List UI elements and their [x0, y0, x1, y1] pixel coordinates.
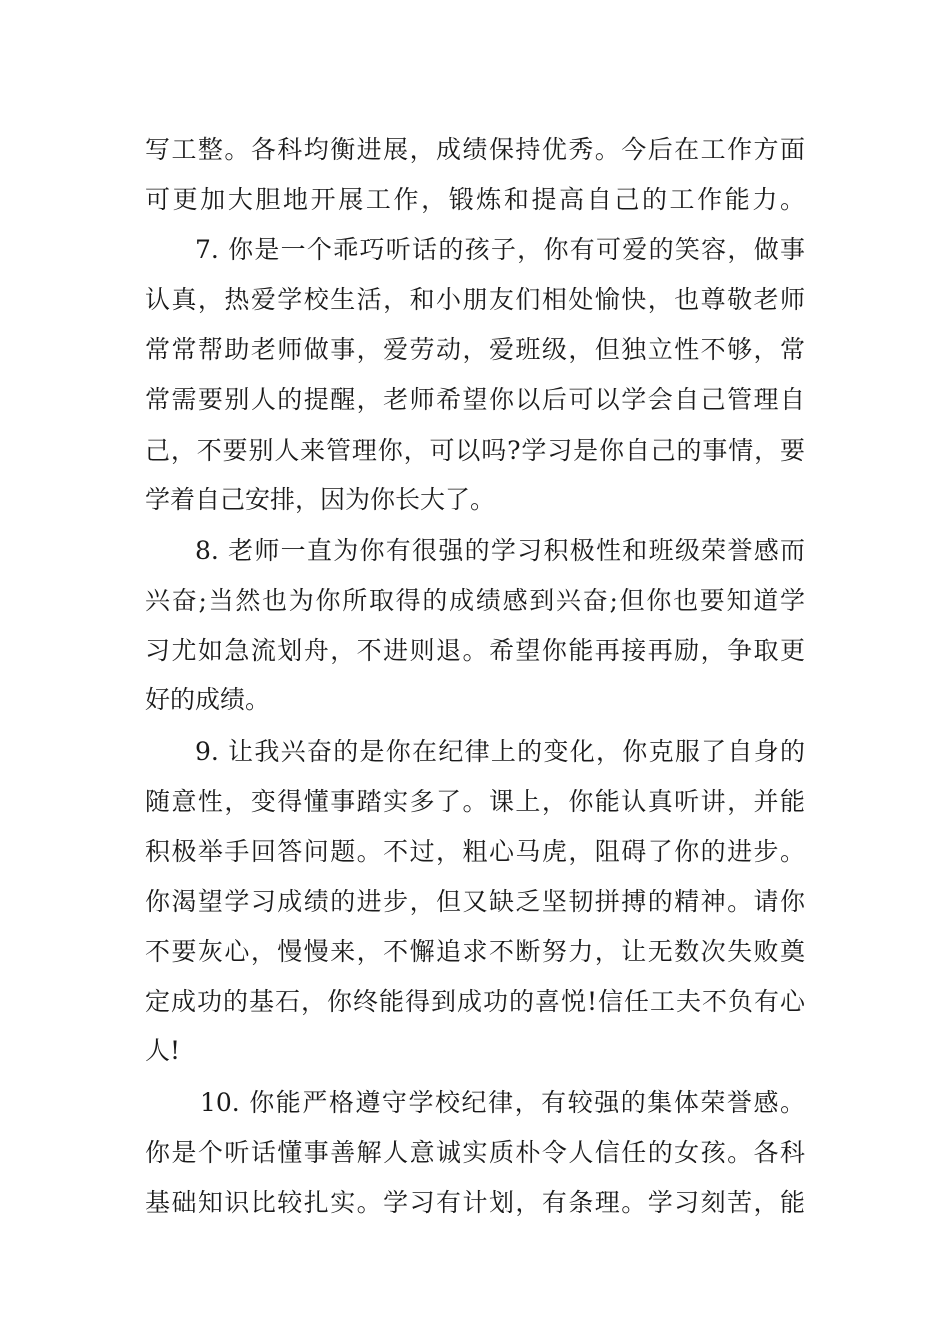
text-line: 可更加大胆地开展工作，锻炼和提高自己的工作能力。 [145, 185, 805, 214]
text-line: 不要灰心，慢慢来，不懈追求不断努力，让无数次失败奠 [145, 937, 805, 966]
paragraph-8-start: 8. 老师一直为你有很强的学习积极性和班级荣誉感而 [195, 536, 805, 565]
text-line: 积极举手回答问题。不过，粗心马虎，阻碍了你的进步。 [145, 837, 805, 866]
text-line: 兴奋;当然也为你所取得的成绩感到兴奋;但你也要知道学 [145, 586, 805, 615]
text-line: 写工整。各科均衡进展，成绩保持优秀。今后在工作方面 [145, 135, 805, 164]
text-line: 己，不要别人来管理你，可以吗?学习是你自己的事情，要 [145, 436, 805, 465]
paragraph-10-start: 10. 你能严格遵守学校纪律，有较强的集体荣誉感。 [200, 1088, 805, 1117]
paragraph-9-start: 9. 让我兴奋的是你在纪律上的变化，你克服了自身的 [195, 737, 805, 766]
text-line: 基础知识比较扎实。学习有计划，有条理。学习刻苦，能 [145, 1188, 805, 1217]
text-line: 好的成绩。 [145, 685, 271, 714]
text-line: 定成功的基石，你终能得到成功的喜悦!信任工夫不负有心 [145, 987, 805, 1016]
text-line: 学着自己安排，因为你长大了。 [145, 485, 496, 514]
text-line: 人! [145, 1036, 181, 1065]
text-line: 认真，热爱学校生活，和小朋友们相处愉快，也尊敬老师 [145, 285, 805, 314]
text-line: 你是个听话懂事善解人意诚实质朴令人信任的女孩。各科 [145, 1138, 805, 1167]
text-line: 随意性，变得懂事踏实多了。课上，你能认真听讲，并能 [145, 787, 805, 816]
text-line: 习尤如急流划舟，不进则退。希望你能再接再励，争取更 [145, 636, 805, 665]
text-line: 常需要别人的提醒，老师希望你以后可以学会自己管理自 [145, 385, 805, 414]
paragraph-7-start: 7. 你是一个乖巧听话的孩子，你有可爱的笑容，做事 [195, 235, 805, 264]
text-line: 你渴望学习成绩的进步，但又缺乏坚韧拼搏的精神。请你 [145, 887, 805, 916]
text-line: 常常帮助老师做事，爱劳动，爱班级，但独立性不够，常 [145, 335, 805, 364]
